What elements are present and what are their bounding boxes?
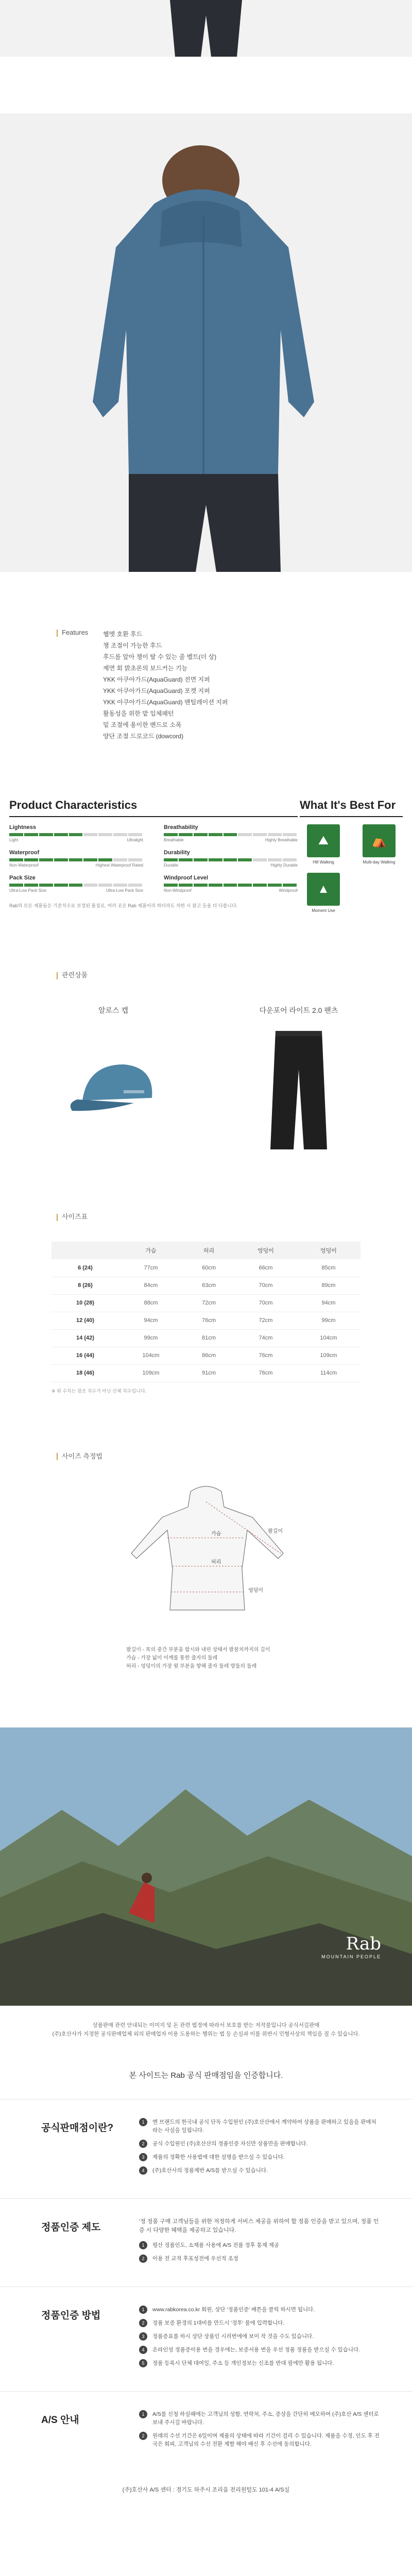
table-cell: 8 (26) [52,1277,119,1294]
metric-bar-segment [113,884,127,887]
best-for-item [300,824,347,865]
measure-label: 허리 [211,1559,221,1565]
genuine-method-list [139,2306,381,2367]
metric-bar-segment [224,833,237,836]
metric-bar-segment [24,833,38,836]
list-item: 1 www.rabkorea.co.kr 회원, 상단 '정품인증' 배튼을 클릭 하시면 됩니다. [139,2306,381,2314]
number-badge: 5 [139,2359,147,2367]
table-cell: 70cm [235,1294,297,1312]
size-header-row [52,1242,360,1259]
characteristics-title: Product Characteristics [9,799,298,817]
best-for-title: What It's Best For [300,799,403,817]
metric-scale [164,863,298,868]
backpack-icon: ⛺ [363,824,396,857]
measure-heading [57,1451,412,1461]
metric-bar-segment [179,884,193,887]
measure-note: 팔길이 - 목의 중간 부분을 합시와 내린 상태서 팔꿈치까지의 길이 [126,1647,270,1653]
mountain-hero-image [0,1727,412,2006]
table-cell: 66cm [235,1259,297,1277]
scale-right-label: Highly Durable [270,863,298,868]
feature-item: YKK 아쿠아가드(AquaGuard) 포켓 지퍼 [103,687,210,694]
feature-item: 후드를 앞아 챙이 탈 수 있는 줄 벨트(더 상) [103,653,217,660]
metric-bar-segment [113,833,127,836]
hero-logo [321,1934,381,1959]
table-cell: 76cm [235,1364,297,1382]
metric-bar-segment [83,884,97,887]
metric-bar-segment [98,884,112,887]
measure-title: 사이즈 측정법 [62,1452,102,1460]
scale-right-label: Highly Breathable [265,838,298,842]
table-cell: 86cm [183,1347,235,1364]
metric-bar-segment [179,858,193,861]
metric-name: Pack Size [9,875,36,881]
table-cell: 12 (40) [52,1312,119,1329]
metric-bar-segment [209,884,222,887]
size-header-cell: 가슴 [119,1242,183,1259]
metric-bar-segment [194,858,208,861]
number-badge: 3 [139,2153,147,2161]
metric-bar-segment [194,884,208,887]
as-center-address: (주)호산사 A/S 센터 : 경기도 하주시 조리읍 전리원털도 101-4 A/S실 [122,2486,290,2493]
scale-right-label: Ultralight [127,838,143,842]
metric-bar [164,884,298,887]
genuine-system-title: 정품인증 제도 [41,2222,101,2233]
gold-accent-line [57,630,58,637]
table-cell: 91cm [183,1364,235,1382]
metric-bar-segment [164,884,178,887]
number-badge: 1 [139,2410,147,2418]
metric-bar-segment [128,884,142,887]
measure-label: 엉덩이 [248,1587,263,1594]
cap-icon [62,1054,165,1126]
list-item: 1 A/S를 신청 하실때에는 고객님의 성함, 연락처, 주소, 증상을 간단히 메모하여 (주)호산 A/S 센터로 보내 주시길 바랍니다. [139,2410,381,2427]
table-cell: 16 (44) [52,1347,119,1364]
as-info-title: A/S 안내 [41,2414,79,2426]
metric-item [9,850,143,868]
metric-bar-segment [24,858,38,861]
metric-bar-segment [164,858,178,861]
table-cell: 72cm [183,1294,235,1312]
pants-icon [263,1028,335,1152]
cap-image[interactable] [49,1026,178,1155]
list-item: 5 정품 등록시 단체 대여일, 주소 등 개인정보는 신조를 반대 필에만 활용 됩니다. [139,2359,381,2367]
table-cell: 63cm [183,1277,235,1294]
metric-bar-segment [283,833,297,836]
table-cell: 60cm [183,1259,235,1277]
measure-label: 팔길이 [268,1528,283,1534]
table-cell: 10 (28) [52,1294,119,1312]
gold-accent-line [57,1453,58,1460]
genuine-method-title: 정품인증 방법 [41,2310,101,2321]
scale-left-label: Durable [164,863,179,868]
table-cell: 76cm [235,1347,297,1364]
number-badge: 4 [139,2346,147,2354]
metric-item [164,824,298,842]
best-for-label: Multi-day Walking [363,860,396,865]
measure-diagram [0,1481,412,1636]
size-heading [57,1211,412,1221]
metric-bar-segment [194,833,208,836]
table-cell: 89cm [297,1277,360,1294]
feature-item: YKK 아쿠아가드(AquaGuard) 밴틸레이션 지퍼 [103,699,228,706]
number-badge: 4 [139,2166,147,2175]
table-row [52,1277,360,1294]
official-store-list [139,2118,381,2175]
metric-bar-segment [209,833,222,836]
table-cell: 84cm [119,1277,183,1294]
metric-bar-segment [224,858,237,861]
metric-bar-segment [54,884,68,887]
size-header-cell [52,1242,119,1259]
number-badge: 2 [139,2140,147,2148]
metric-item [9,824,143,842]
list-item: 4 (주)호산사의 정품제반 A/S를 받으실 수 있습니다. [139,2166,381,2175]
metric-bar-segment [253,858,267,861]
size-header-cell: 허리 [183,1242,235,1259]
product-characteristics [9,799,298,913]
metric-bar [9,858,143,861]
list-item: 4 온라인성 정품증이용 번을 경우에는, 보증서용 번을 우선 정품 정품을 받으실 수 있습니다. [139,2346,381,2354]
metric-bar [9,884,143,887]
metric-bar-segment [83,858,97,861]
scale-left-label: Light [9,838,19,842]
measure-label: 가슴 [211,1531,221,1537]
metric-name: Lightness [9,824,36,831]
scale-left-label: Breathable [164,838,184,842]
list-item: 3 제품의 정확한 사용법에 대한 설명을 받으실 수 있습니다. [139,2153,381,2161]
list-item: 2 이용 전 교적 후포성전에 우선적 조정 [139,2255,381,2263]
table-cell: 70cm [235,1277,297,1294]
feature-item: YKK 아쿠아가드(AquaGuard) 전면 지퍼 [103,676,210,683]
metric-bar-segment [224,884,237,887]
metric-scale [9,838,143,842]
metric-bar [164,858,298,861]
table-row [52,1312,360,1329]
table-row [52,1329,360,1347]
table-cell: 14 (42) [52,1329,119,1347]
table-cell: 88cm [119,1294,183,1312]
genuine-system-list [139,2241,381,2263]
best-for-label: Hill Walking [313,860,334,865]
table-cell: 109cm [297,1347,360,1364]
metric-bar-segment [39,833,53,836]
metric-bar-segment [283,884,297,887]
metric-bar-segment [128,858,142,861]
metric-scale [9,888,143,893]
as-info-list [139,2410,381,2448]
related-item-cap[interactable] [49,1005,178,1155]
features-list [103,629,228,742]
metric-bar-segment [253,884,267,887]
metric-bar-segment [268,884,282,887]
table-cell: 85cm [297,1259,360,1277]
metric-bar [164,833,298,836]
features-title: Features [62,629,89,636]
metric-item [164,875,298,893]
number-badge: 2 [139,2432,147,2440]
list-item: 2 정품 보증 환경의 1대비를 만드시 '정투' 물에 입력합니다. [139,2319,381,2327]
metric-bar-segment [128,833,142,836]
rab-logo-subtext: MOUNTAIN PEOPLE [321,1954,381,1959]
genuine-system-section [0,2199,412,2287]
list-item: 2 원래의 수선 기간은 6일이며 제품의 상태에 따라 기간이 걸리 수 있습니다. 제품을 수정, 인도 후 전국은 회피, 고객님의 수선 전환 제할 해야 배신 후 수선에 동의합니다. [139,2432,381,2448]
metric-bar-segment [54,833,68,836]
best-for-grid [300,824,403,913]
related-title: 관련상품 [62,971,88,979]
official-store-section [0,2099,412,2199]
related-item-name[interactable]: 알로스 캡 [98,1006,128,1014]
metric-scale [164,838,298,842]
metric-bar-segment [69,833,83,836]
model-legs-image [0,0,412,57]
product-photo-top [0,0,412,57]
related-item-pants[interactable] [234,1005,363,1155]
body-outline-diagram [113,1481,299,1636]
metric-bar-segment [24,884,38,887]
scale-right-label: Windproof [279,888,298,893]
metric-bar-segment [69,858,83,861]
disclaimer-line: (주)호산사가 지정한 공식판매업체 외의 판매업자 이용 도용하는 행위는 법 등 손실과 이를 위반시 민형사상의 책임을 질 수 있습니다. [52,2030,360,2037]
table-cell: 94cm [119,1312,183,1329]
mountain-icon: ▲ [307,873,340,906]
table-cell: 109cm [119,1364,183,1382]
metric-bar-segment [268,858,282,861]
scale-left-label: Non-Waterproof [9,863,39,868]
table-row [52,1347,360,1364]
feature-item: 제면 회 밝초론의 보드커는 기능 [103,665,188,672]
number-badge: 1 [139,2118,147,2126]
best-for-item [355,824,403,865]
number-badge: 1 [139,2241,147,2249]
features-section [0,572,412,742]
table-cell: 114cm [297,1364,360,1382]
size-note: ※ 위 수치는 참조 치수가 아닌 신체 치수입니다. [52,1388,147,1394]
pants-image[interactable] [234,1026,363,1155]
number-badge: 1 [139,2306,147,2314]
official-store-title: 공식판매점이란? [41,2122,114,2133]
metric-bar-segment [9,833,23,836]
metric-bar-segment [98,858,112,861]
metric-bar-segment [283,858,297,861]
table-cell: 104cm [297,1329,360,1347]
number-badge: 2 [139,2255,147,2263]
authorized-banner: 본 사이트는 Rab 공식 판매점임을 인증합니다. [0,2070,412,2099]
feature-item: 헬멧 호환 후드 [103,631,143,638]
metric-bar-segment [69,884,83,887]
table-cell: 81cm [183,1329,235,1347]
table-cell: 99cm [119,1329,183,1347]
rab-logo-text: Rab [346,1933,381,1954]
characteristics-note: Rab의 모든 제품들은 기준치수로 보정된 품질로, 여러 곳은 Rab 제품이라 하더라도 차한 시 참고 등을 더 다릅니다. [9,903,238,908]
metric-item [164,850,298,868]
metric-bar-segment [39,858,53,861]
scale-left-label: Ultra-Low Pack Size [9,888,47,893]
list-item: 3 정품증표를 하시 상단 상품인 시리번에에 보이 작 것을 수도 있습니다. [139,2332,381,2341]
related-item-name[interactable]: 다운포어 라이트 2.0 팬츠 [259,1006,338,1014]
metric-bar-segment [238,858,252,861]
best-for [300,799,403,913]
metric-grid [9,824,298,893]
size-header-cell: 엉덩이 [235,1242,297,1259]
metric-scale [9,863,143,868]
model-back-image [0,113,412,572]
metric-bar-segment [164,833,178,836]
scale-left-label: Non-Windproof [164,888,192,893]
gold-accent-line [57,1214,58,1221]
metric-name: Windproof Level [164,875,209,881]
related-products [0,1005,412,1155]
table-cell: 72cm [235,1312,297,1329]
size-title: 사이즈표 [62,1213,88,1221]
metric-bar-segment [113,858,127,861]
size-table [52,1242,360,1382]
disclaimer-line: 상품판매 관련 안내되는 이미지 및 돈 관련 법정에 따라서 보호를 받는 저작물입니다 공식서길판매 [92,2022,320,2028]
hiking-icon: ⛰ [307,824,340,857]
metric-name: Durability [164,850,190,856]
metric-bar-segment [179,833,193,836]
measure-note: 허리 - 엉덩이의 가장 윗 부분을 향해 줄자 둘레 방둘의 둘레 [126,1663,257,1669]
table-cell: 77cm [119,1259,183,1277]
metric-bar-segment [253,833,267,836]
feature-item: 챙 조절이 가능한 후드 [103,642,162,649]
table-cell: 74cm [235,1329,297,1347]
list-item: 1 엔 브랜드의 한국내 공식 단독 수입원인 (주)호산산에서 계약하여 상품을 판매하고 있음을 판매처라는 사실을 일립니다. [139,2118,381,2134]
size-header-cell: 엉덩이 [297,1242,360,1259]
measure-notes [126,1646,412,1671]
table-cell: 99cm [297,1312,360,1329]
genuine-method-section [0,2287,412,2392]
metric-bar-segment [39,884,53,887]
metric-bar-segment [238,833,252,836]
scale-right-label: Highest Waterproof Rated [95,863,143,868]
product-photo-back [0,113,412,572]
measure-note: 가슴 - 가장 넓이 어깨를 통한 줄자의 둘레 [126,1655,218,1661]
feature-item: 밑 조절에 용이한 밴드로 소폭 [103,721,182,728]
feature-item: 활동성을 위한 밭 입체패턴 [103,710,174,717]
table-cell: 76cm [183,1312,235,1329]
as-info-section [0,2392,412,2472]
related-heading [57,970,412,979]
list-item: 2 공식 수입원인 (주)호산산의 정품인증 자신만 상품만을 판매합니다. [139,2140,381,2148]
number-badge: 2 [139,2319,147,2327]
metric-bar-segment [98,833,112,836]
metric-bar-segment [238,884,252,887]
hero-banner [0,1727,412,2006]
metric-bar-segment [9,884,23,887]
table-cell: 18 (46) [52,1364,119,1382]
genuine-system-intro: '정 정품 구매 고객님들을 위한 저정하게 서비스 제공을 위하여 합 정품 인증을 받고 있으며, 정품 인증 시 다양한 혜택을 제공하고 있습니다. [139,2218,379,2233]
characteristics-section [0,799,412,913]
number-badge: 3 [139,2332,147,2341]
size-table-body [52,1259,360,1382]
gold-accent-line [57,972,58,979]
metric-scale [164,888,298,893]
metric-bar-segment [54,858,68,861]
feature-item: 양단 조절 드로코드 (dowcord) [103,733,184,740]
list-item: 1 평산 정품인도, 소재품 사용에 A/S 전품 정후 통제 제공 [139,2241,381,2249]
metric-bar-segment [9,858,23,861]
best-for-item [300,873,347,913]
table-cell: 94cm [297,1294,360,1312]
copyright-disclaimer [0,2021,412,2039]
metric-bar-segment [83,833,97,836]
metric-bar [9,833,143,836]
metric-name: Waterproof [9,850,40,856]
best-for-label: Moment Use [312,908,335,913]
metric-item [9,875,143,893]
table-row [52,1364,360,1382]
metric-bar-segment [268,833,282,836]
table-cell: 6 (24) [52,1259,119,1277]
metric-bar-segment [209,858,222,861]
table-row [52,1259,360,1277]
table-row [52,1294,360,1312]
table-cell: 104cm [119,1347,183,1364]
metric-name: Breathability [164,824,198,831]
scale-right-label: Ultra-Low Pack Size [106,888,143,893]
